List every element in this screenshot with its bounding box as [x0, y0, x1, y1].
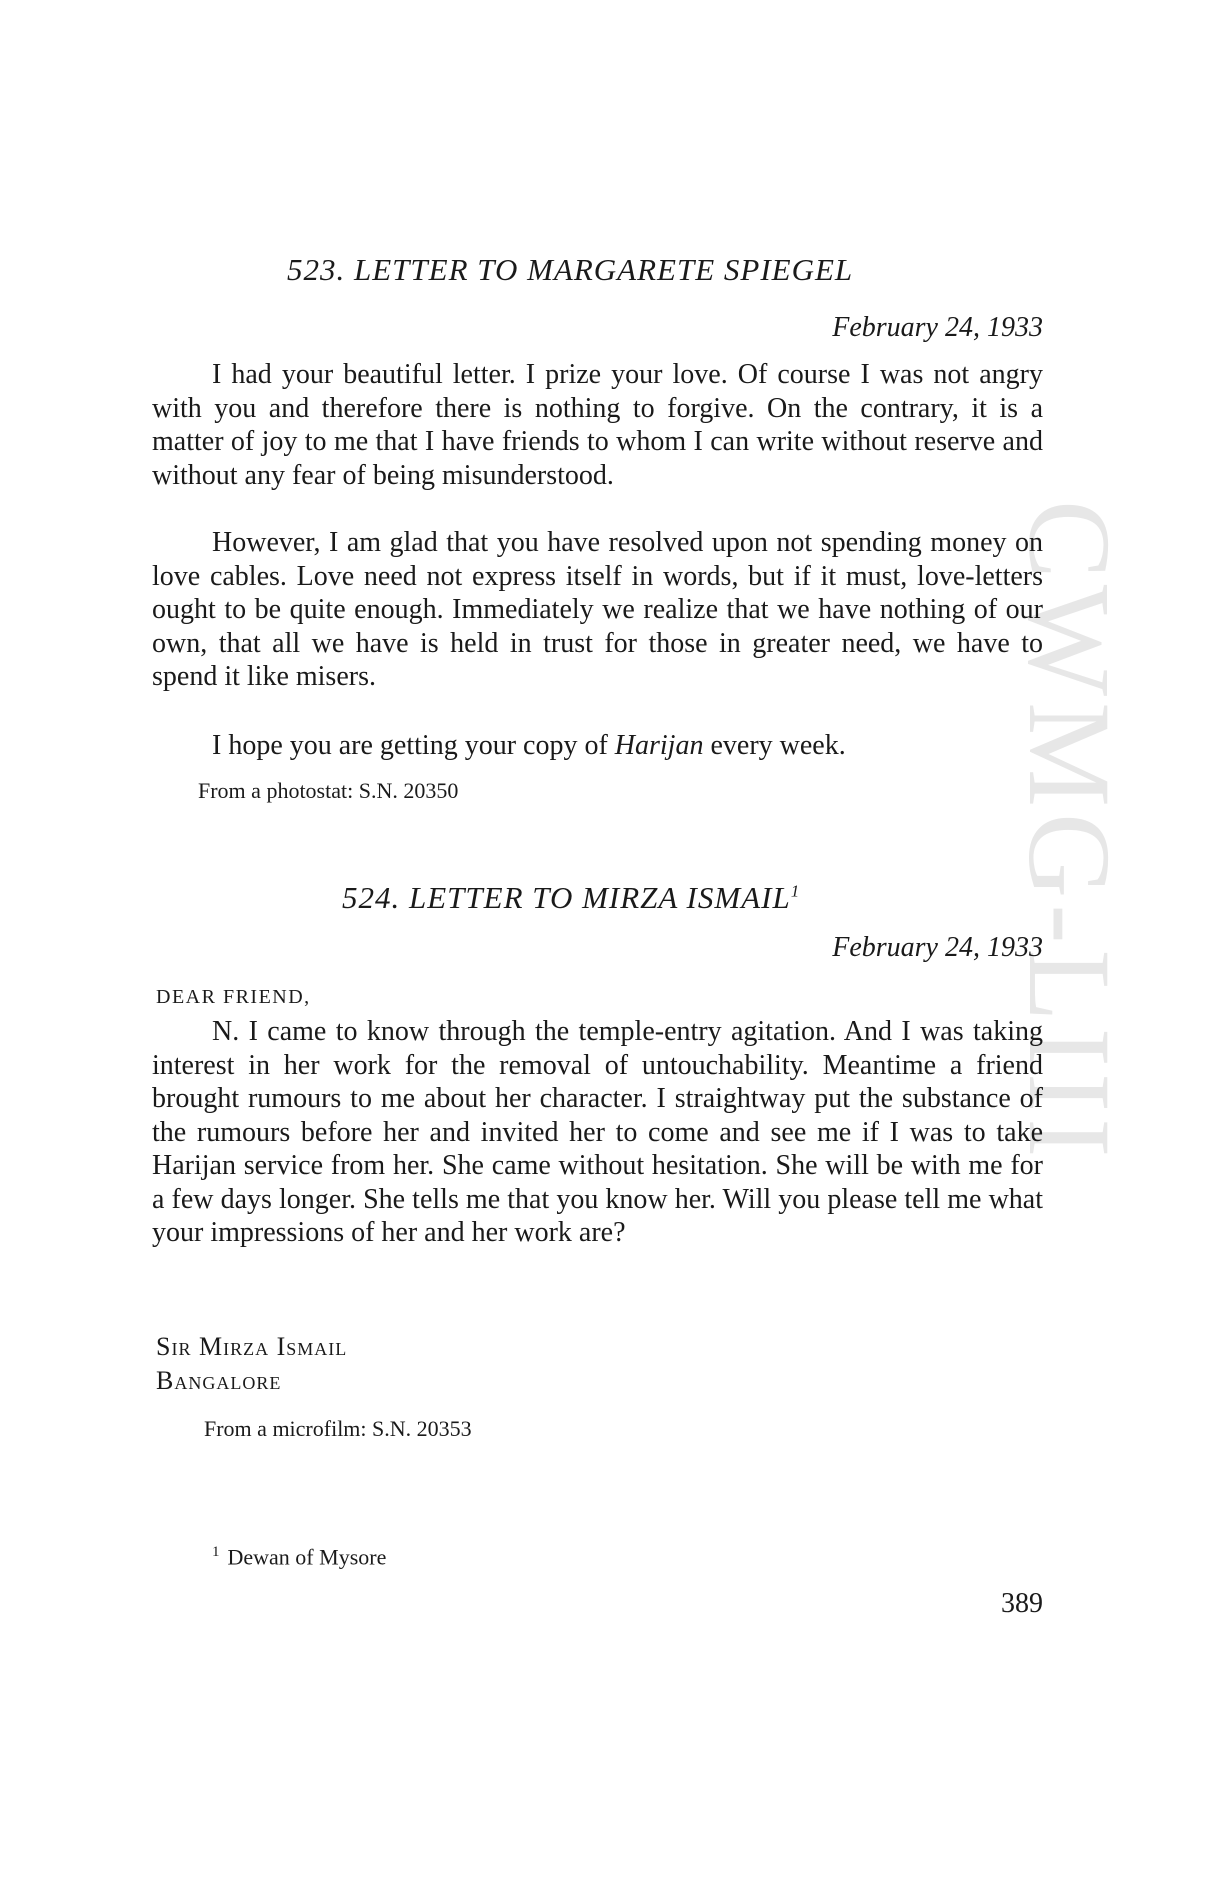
letter-1-paragraph-3-before: I hope you are getting your copy of [212, 730, 615, 761]
letter-2-title-text: 524. LETTER TO MIRZA ISMAIL [342, 880, 791, 915]
letter-2-paragraph-1-text: N. I came to know through the temple-entry agitation. And I was taking interest in her work for the removal of untouchability. Meantime a friend brought rumours to me about her character. I straightway put the substance of the rumours before her and invited her to come and see me if I was to take Harijan service from her. She came without hesitation. She will be with me for a few days longer. She tells me that you know her. Will you please tell me what your impressions of her and her work are? [152, 1016, 1043, 1248]
footnote-ref: 1 [790, 881, 801, 901]
letter-2-title [342, 880, 800, 916]
letter-1-paragraph-2-text: However, I am glad that you have resolved upon not spending money on love cables. Love need not express itself in words, but if it must, love-letters ought to be quite enough. Immediately we realize that we have nothing of our own, that all we have is held in trust for those in greater need, we have to spend it like misers. [152, 527, 1043, 692]
footnote-number: 1 [212, 1544, 220, 1560]
letter-1-paragraph-3 [152, 729, 1043, 763]
letter-1-paragraph-1-text: I had your beautiful letter. I prize your love. Of course I was not angry with you and therefore there is nothing to forgive. On the contrary, it is a matter of joy to me that I have friends to whom I can write without reserve and without any fear of being misunderstood. [152, 359, 1043, 491]
page-number: 389 [1001, 1588, 1043, 1619]
letter-2-date: February 24, 1933 [832, 932, 1043, 963]
watermark: CWMG-LIII [1004, 500, 1135, 1164]
letter-1-source: From a photostat: S.N. 20350 [198, 778, 459, 803]
salutation: DEAR FRIEND, [156, 986, 311, 1008]
letter-1-paragraph-3-after: every week. [703, 730, 846, 761]
letter-2-paragraph-1 [152, 1015, 1043, 1250]
letter-1-title: 523. LETTER TO MARGARETE SPIEGEL [287, 252, 854, 287]
footnote-text: Dewan of Mysore [227, 1544, 387, 1570]
letter-1-paragraph-1 [152, 358, 1043, 492]
letter-1-paragraph-2 [152, 526, 1043, 694]
letter-1-date: February 24, 1933 [832, 312, 1043, 343]
footnote [212, 1544, 386, 1570]
addressee-place: Bangalore [156, 1366, 282, 1395]
letter-2-source: From a microfilm: S.N. 20353 [204, 1416, 472, 1441]
addressee-name: Sir Mirza Ismail [156, 1332, 348, 1361]
publication-name: Harijan [614, 730, 704, 761]
